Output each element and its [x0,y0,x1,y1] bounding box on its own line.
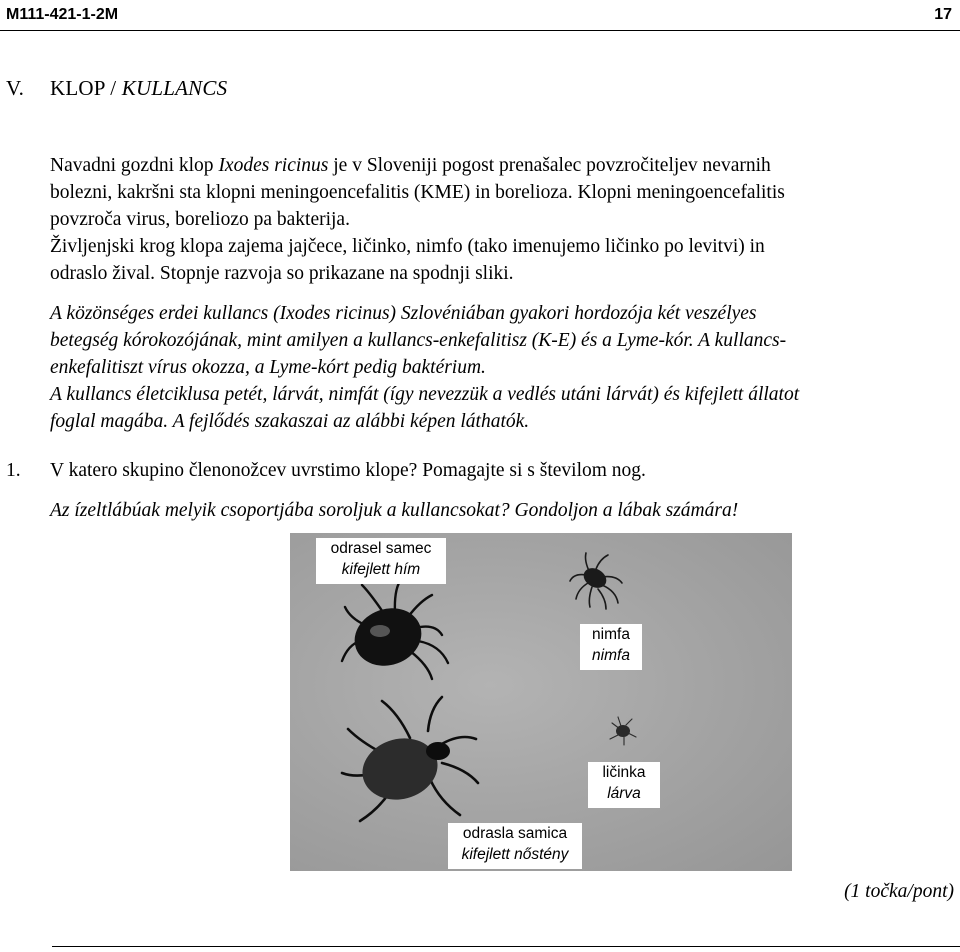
nymph-tick [570,553,622,609]
slovene-line-5: odraslo žival. Stopnje razvoja so prikazane na spodnji sliki. [50,263,514,284]
hungarian-line-1: A közönséges erdei kullancs (Ixodes ricinus) Szlovéniában gyakori hordozója két veszélyes [50,303,757,324]
adult-male-tick [342,581,448,679]
answer-line [52,946,960,947]
slovene-line-1 [50,153,771,179]
species-name: Ixodes ricinus [218,155,329,176]
section-number: V. [6,76,25,100]
label-sl: odrasel samec [330,540,432,557]
question-number: 1. [6,460,21,481]
slovene-line-2: bolezni, kakršni sta klopni meningoencefalitis (KME) in borelioza. Klopni meningoencefalitis [50,182,785,203]
question-hungarian: Az ízeltlábúak melyik csoportjába soroljuk a kullancsokat? Gondoljon a lábak számára! [50,500,739,521]
label-hu: kifejlett nőstény [461,846,569,863]
label-sl: ličinka [602,764,646,781]
label-hu: lárva [607,785,641,802]
hungarian-line-2: betegség kórokozójának, mint amilyen a kullancs-enkefalitisz (K-E) és a Lyme-kór. A kullancs- [50,330,787,351]
page-header [0,0,960,31]
adult-female-tick [342,697,478,821]
label-adult-female [448,823,582,869]
label-larva [588,762,660,808]
label-nymph [580,624,642,670]
section-title [6,76,227,101]
text-segment: je v Sloveniji pogost prenašalec povzročiteljev nevarnih [328,155,771,176]
slovene-line-3: povzroča virus, boreliozo pa bakterija. [50,209,350,230]
section-title-slovene: KLOP / [50,76,122,100]
text-segment: Navadni gozdni klop [50,155,219,176]
larva-tick [610,717,636,745]
question-slovene: V katero skupino členonožcev uvrstimo klope? Pomagajte si s številom nog. [50,460,646,481]
page-number: 17 [934,6,952,23]
label-adult-male [316,538,446,584]
hungarian-line-3: enkefalitiszt vírus okozza, a Lyme-kórt pedig baktérium. [50,357,486,378]
label-hu: kifejlett hím [341,561,421,578]
label-sl: odrasla samica [462,825,568,842]
points-note: (1 točka/pont) [844,881,954,902]
label-hu: nimfa [592,647,630,664]
hungarian-line-5: foglal magába. A fejlődés szakaszai az alábbi képen láthatók. [50,411,530,432]
label-sl: nimfa [592,626,630,643]
hungarian-line-4: A kullancs életciklusa petét, lárvát, nimfát (így nevezzük a vedlés utáni lárvát) és kifejlett állatot [50,384,800,405]
exam-code: M111-421-1-2M [6,6,119,23]
slovene-line-4: Življenjski krog klopa zajema jajčece, ličinko, nimfo (tako imenujemo ličinko po levitvi) in [50,236,765,257]
section-title-hungarian: KULLANCS [121,76,228,100]
